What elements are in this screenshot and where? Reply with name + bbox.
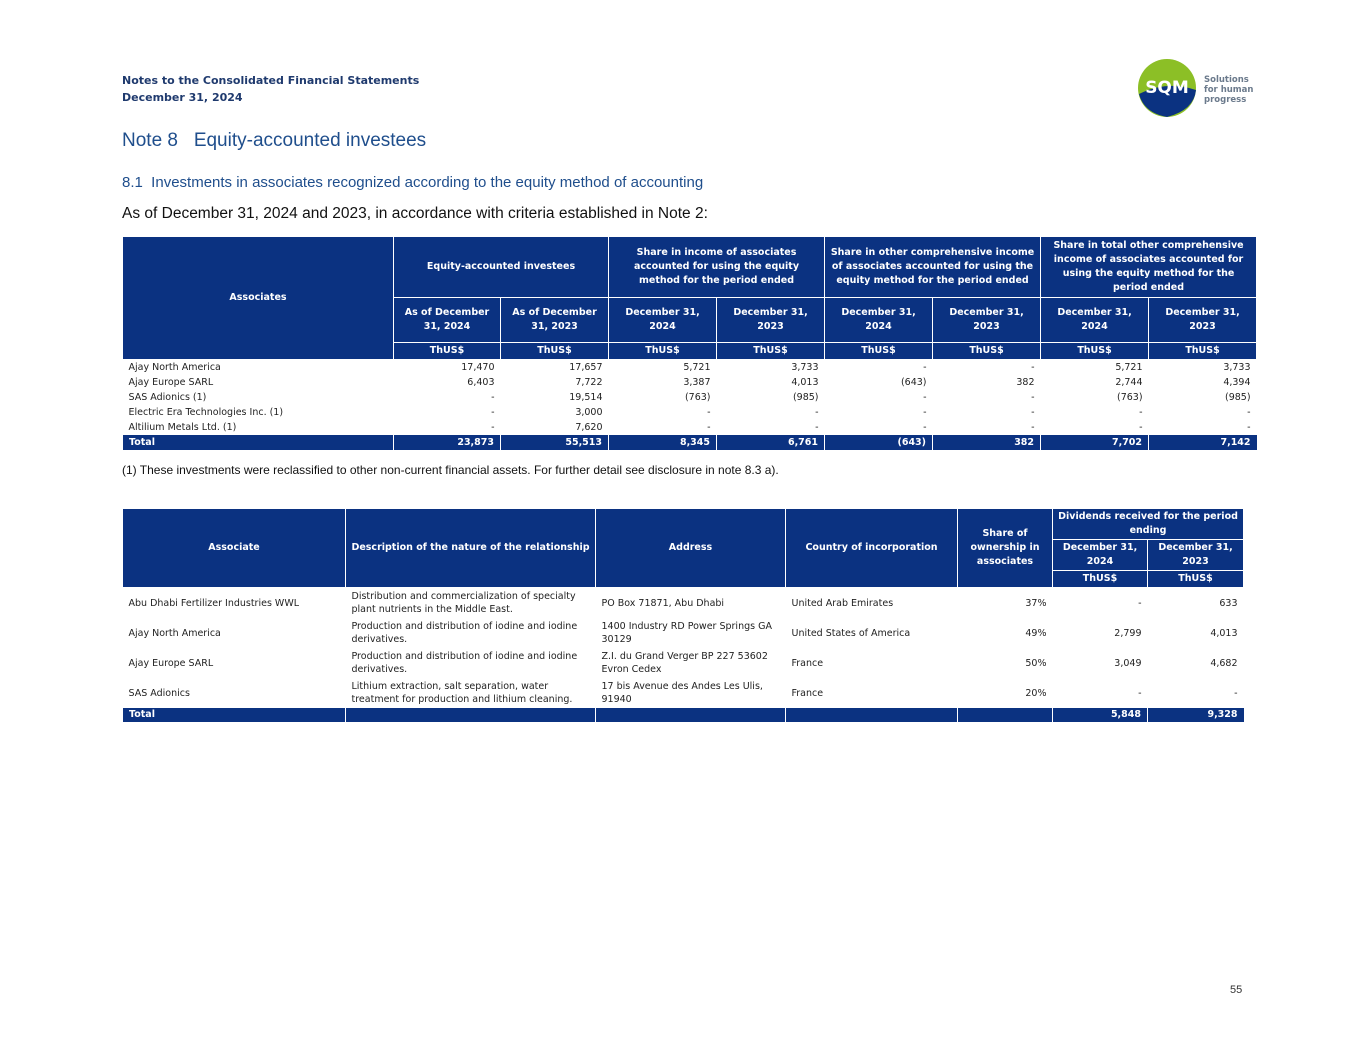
cell-value: -	[1139, 422, 1143, 433]
total-empty-cell	[346, 708, 596, 722]
total-row	[123, 435, 1257, 450]
table-row	[123, 678, 1244, 708]
col-header-dec-2024: December 31, 2024	[825, 298, 933, 343]
ownership-share: 37%	[1025, 597, 1047, 609]
col-header-dec-2023: December 31, 2023	[717, 298, 825, 343]
relationship-description: Distribution and commercialization of specialty plant nutrients in the Middle East.	[351, 591, 576, 615]
total-empty-cell	[958, 708, 1053, 722]
cell-value: 17,470	[461, 362, 495, 373]
cell-value: (763)	[1116, 392, 1143, 403]
table-row	[123, 648, 1244, 678]
cell-value: -	[1031, 407, 1035, 418]
cell-value: 5,721	[1115, 362, 1143, 373]
logo-tagline-3: progress	[1204, 95, 1247, 105]
dividend-2024: 2,799	[1114, 627, 1142, 639]
cell-value: -	[707, 422, 711, 433]
col-header-share: Share of ownership in associates	[958, 509, 1053, 588]
equity-investees-table	[122, 236, 1257, 450]
table-row	[123, 588, 1244, 619]
cell-value: -	[1139, 407, 1143, 418]
dividend-2023: -	[1234, 687, 1238, 699]
col-header-associates: Associates	[123, 237, 394, 360]
col-group-share-total-oci: Share in total other comprehensive income of associates accounted for using the equity method for the period ended	[1041, 237, 1257, 298]
dividend-2023: 4,013	[1210, 627, 1238, 639]
cell-value: -	[923, 392, 927, 403]
cell-value: 4,013	[791, 377, 819, 388]
cell-value: -	[923, 407, 927, 418]
total-empty-cell	[786, 708, 958, 722]
sqm-logo	[1138, 58, 1258, 118]
report-header	[122, 72, 419, 106]
cell-value: 4,394	[1223, 377, 1251, 388]
table-row	[123, 360, 1257, 376]
table-row	[123, 420, 1257, 435]
footnote: (1) These investments were reclassified to other non-current financial assets. For further detail see disclosure in note 8.3 a).	[122, 463, 779, 477]
associate-name: Abu Dhabi Fertilizer Industries WWL	[128, 597, 299, 609]
row-name: Ajay Europe SARL	[128, 377, 214, 388]
unit-label: ThUS$	[1041, 343, 1149, 360]
col-group-share-oci: Share in other comprehensive income of associates accounted for using the equity method for the period ended	[825, 237, 1041, 298]
col-group-share-income: Share in income of associates accounted for using the equity method for the period ended	[609, 237, 825, 298]
total-value: 23,873	[394, 435, 501, 450]
note-title: Note 8 Equity-accounted investees	[122, 130, 427, 151]
total-value: 6,761	[717, 435, 825, 450]
relationship-description: Production and distribution of iodine and iodine derivatives.	[351, 621, 578, 645]
cell-value: -	[1247, 407, 1251, 418]
cell-value: -	[923, 362, 927, 373]
associate-name: Ajay Europe SARL	[128, 657, 214, 669]
unit-label: ThUS$	[1148, 571, 1244, 588]
cell-value: (985)	[792, 392, 819, 403]
cell-value: -	[1247, 422, 1251, 433]
ownership-share: 49%	[1025, 627, 1047, 639]
total-dividend-2024: 5,848	[1053, 708, 1148, 722]
associate-name: SAS Adionics	[128, 687, 190, 699]
cell-value: 3,733	[1223, 362, 1251, 373]
cell-value: (763)	[684, 392, 711, 403]
col-header-dec-2024: December 31, 2024	[1041, 298, 1149, 343]
address: 1400 Industry RD Power Springs GA 30129	[601, 621, 772, 645]
cell-value: 382	[1016, 377, 1035, 388]
col-header-asof-2024: As of December 31, 2024	[394, 298, 501, 343]
cell-value: 7,620	[575, 422, 603, 433]
col-group-dividends: Dividends received for the period ending	[1053, 509, 1244, 540]
cell-value: -	[491, 407, 495, 418]
country: France	[791, 657, 824, 669]
country: United States of America	[791, 627, 911, 639]
total-value: 8,345	[609, 435, 717, 450]
header-title: Notes to the Consolidated Financial Statements	[122, 74, 420, 87]
col-header-associate: Associate	[123, 509, 346, 588]
logo-mark-text: SQM	[1145, 78, 1189, 98]
col-header-dec-2023: December 31, 2023	[1149, 298, 1257, 343]
cell-value: 3,387	[683, 377, 711, 388]
total-dividend-2023: 9,328	[1148, 708, 1244, 722]
total-empty-cell	[596, 708, 786, 722]
cell-value: -	[815, 422, 819, 433]
unit-label: ThUS$	[1149, 343, 1257, 360]
row-name: Altilium Metals Ltd. (1)	[128, 422, 237, 433]
cell-value: (643)	[900, 377, 927, 388]
lead-text: As of December 31, 2024 and 2023, in accordance with criteria established in Note 2:	[122, 205, 708, 222]
dividend-2024: -	[1138, 687, 1142, 699]
cell-value: -	[815, 407, 819, 418]
total-row	[123, 708, 1244, 722]
ownership-share: 50%	[1025, 657, 1047, 669]
associate-name: Ajay North America	[128, 627, 221, 639]
cell-value: 3,000	[575, 407, 603, 418]
cell-value: (985)	[1224, 392, 1251, 403]
col-header-address: Address	[596, 509, 786, 588]
cell-value: 3,733	[791, 362, 819, 373]
unit-label: ThUS$	[394, 343, 501, 360]
table-row	[123, 618, 1244, 648]
section-subtitle: 8.1 Investments in associates recognized according to the equity method of accounting	[122, 174, 704, 191]
total-value: 382	[933, 435, 1041, 450]
unit-label: ThUS$	[609, 343, 717, 360]
logo-tagline-1: Solutions	[1204, 75, 1249, 85]
total-value: (643)	[825, 435, 933, 450]
cell-value: -	[1031, 362, 1035, 373]
country: United Arab Emirates	[791, 597, 894, 609]
dividend-2024: 3,049	[1114, 657, 1142, 669]
row-name: SAS Adionics (1)	[128, 392, 207, 403]
ownership-share: 20%	[1025, 687, 1047, 699]
table-row	[123, 390, 1257, 405]
table-row	[123, 375, 1257, 390]
address: 17 bis Avenue des Andes Les Ulis, 91940	[601, 681, 763, 705]
cell-value: 17,657	[569, 362, 603, 373]
cell-value: -	[923, 422, 927, 433]
address: Z.I. du Grand Verger BP 227 53602 Evron Cedex	[601, 651, 768, 675]
cell-value: -	[1031, 422, 1035, 433]
cell-value: -	[707, 407, 711, 418]
cell-value: -	[1031, 392, 1035, 403]
associates-details-table	[122, 508, 1244, 722]
relationship-description: Lithium extraction, salt separation, water treatment for production and lithium cleaning.	[351, 681, 573, 705]
col-header-dec-2024: December 31, 2024	[1053, 540, 1148, 571]
country: France	[791, 687, 824, 699]
total-value: 7,142	[1149, 435, 1257, 450]
row-name: Electric Era Technologies Inc. (1)	[128, 407, 284, 418]
cell-value: 7,722	[575, 377, 603, 388]
unit-label: ThUS$	[1053, 571, 1148, 588]
cell-value: 6,403	[467, 377, 495, 388]
dividend-2023: 4,682	[1210, 657, 1238, 669]
col-header-country: Country of incorporation	[786, 509, 958, 588]
logo-tagline-2: for human	[1204, 85, 1254, 95]
row-name: Ajay North America	[128, 362, 221, 373]
col-header-asof-2023: As of December 31, 2023	[501, 298, 609, 343]
cell-value: -	[491, 392, 495, 403]
col-header-description: Description of the nature of the relationship	[346, 509, 596, 588]
col-header-dec-2023: December 31, 2023	[933, 298, 1041, 343]
total-value: 7,702	[1041, 435, 1149, 450]
cell-value: 19,514	[569, 392, 603, 403]
unit-label: ThUS$	[825, 343, 933, 360]
address: PO Box 71871, Abu Dhabi	[601, 597, 725, 609]
relationship-description: Production and distribution of iodine and iodine derivatives.	[351, 651, 578, 675]
table-row	[123, 405, 1257, 420]
cell-value: 5,721	[683, 362, 711, 373]
page-number: 55	[1230, 984, 1243, 996]
dividend-2024: -	[1138, 597, 1142, 609]
unit-label: ThUS$	[933, 343, 1041, 360]
cell-value: 2,744	[1115, 377, 1143, 388]
unit-label: ThUS$	[717, 343, 825, 360]
total-value: 55,513	[501, 435, 609, 450]
col-group-equity-investees: Equity-accounted investees	[394, 237, 609, 298]
col-header-dec-2023: December 31, 2023	[1148, 540, 1244, 571]
dividend-2023: 633	[1219, 597, 1238, 609]
col-header-dec-2024: December 31, 2024	[609, 298, 717, 343]
cell-value: -	[491, 422, 495, 433]
total-label: Total	[123, 435, 394, 450]
header-date: December 31, 2024	[122, 91, 243, 104]
total-label: Total	[123, 708, 346, 722]
unit-label: ThUS$	[501, 343, 609, 360]
